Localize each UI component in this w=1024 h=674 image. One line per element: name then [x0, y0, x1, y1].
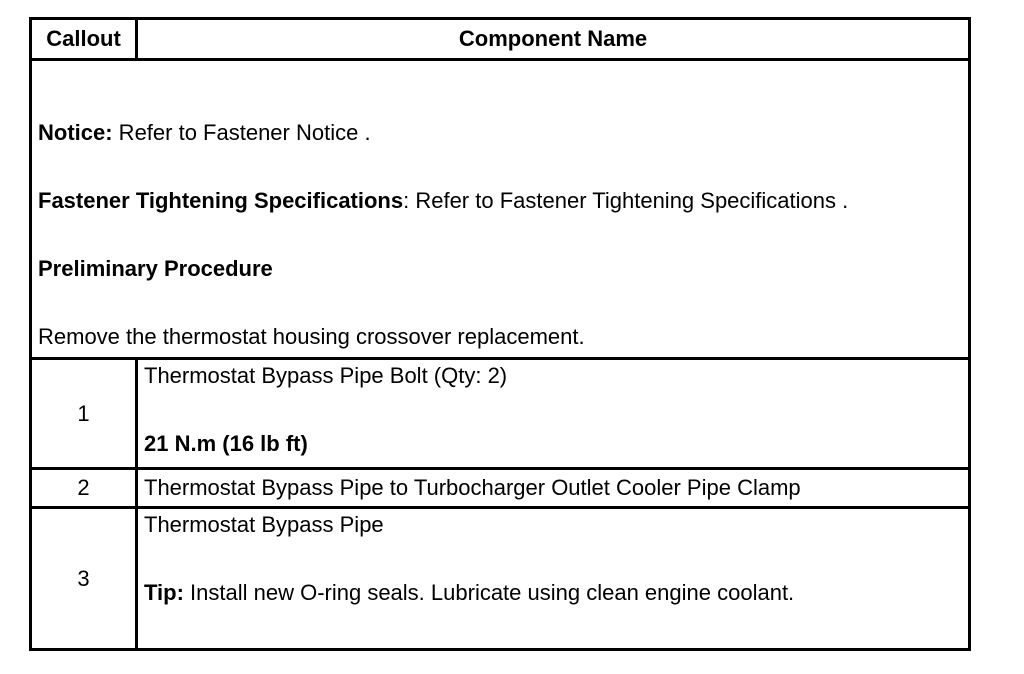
fastener-line: [38, 188, 962, 214]
tip-text: Install new O-ring seals. Lubricate using clean engine coolant.: [183, 580, 795, 605]
header-row: [31, 19, 970, 60]
component-name: Thermostat Bypass Pipe: [144, 512, 384, 537]
torque-spec: 21 N.m (16 lb ft): [144, 431, 308, 456]
component-table: [29, 17, 971, 651]
component-cell: [137, 359, 970, 469]
table-row: [31, 508, 970, 650]
component-name: Thermostat Bypass Pipe Bolt (Qty: 2): [144, 363, 508, 388]
fastener-label: Fastener Tightening Specifications: [38, 188, 404, 213]
callout-header: Callout: [31, 19, 137, 60]
preliminary-text: Remove the thermostat housing crossover replacement.: [38, 324, 585, 349]
preliminary-heading: Preliminary Procedure: [38, 256, 273, 281]
callout-number: 3: [31, 508, 137, 650]
component-name: Thermostat Bypass Pipe to Turbocharger Outlet Cooler Pipe Clamp: [144, 475, 801, 500]
component-cell: [137, 469, 970, 508]
table-row: [31, 359, 970, 469]
component-name-header: Component Name: [137, 19, 970, 60]
tip-line: [144, 580, 962, 606]
intro-row: [31, 60, 970, 359]
notice-line: [38, 120, 962, 146]
tip-label: Tip:: [144, 580, 184, 605]
component-cell: [137, 508, 970, 650]
notice-label: Notice:: [38, 120, 113, 145]
intro-cell: [31, 60, 970, 359]
callout-number: 2: [31, 469, 137, 508]
table-row: [31, 469, 970, 508]
fastener-text: : Refer to Fastener Tightening Specifications .: [403, 188, 849, 213]
notice-text: Refer to Fastener Notice .: [112, 120, 371, 145]
callout-number: 1: [31, 359, 137, 469]
